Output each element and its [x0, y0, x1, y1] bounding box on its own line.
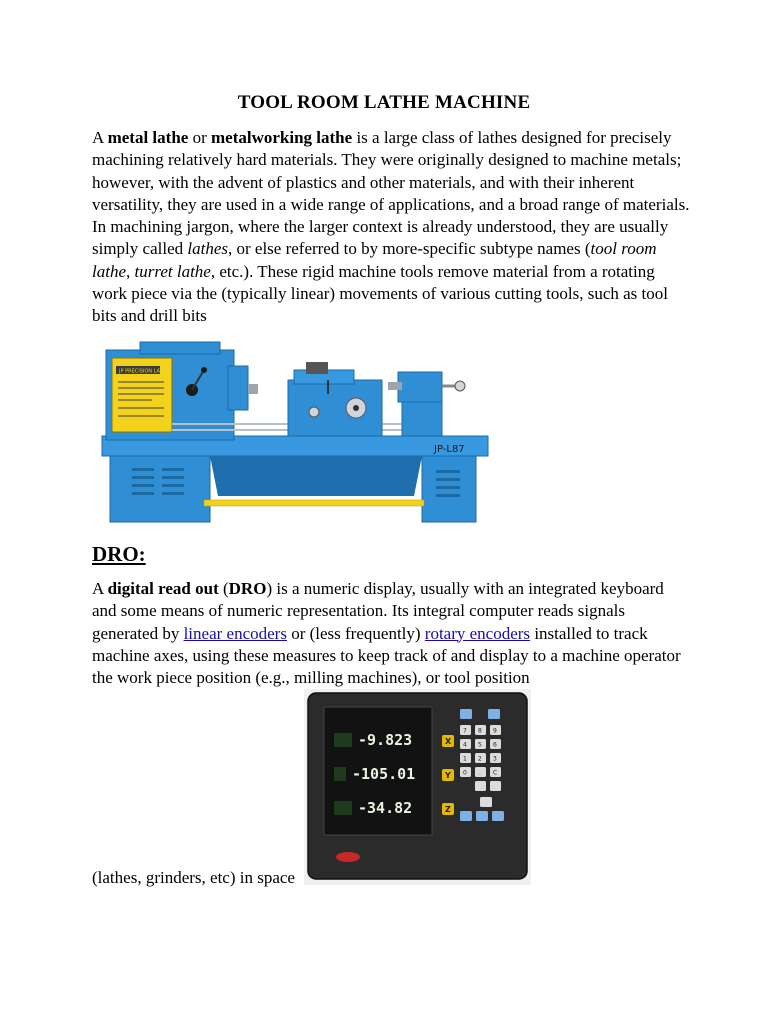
- key-5: 5: [478, 741, 482, 749]
- dro-text-5: installed to track machine axes, using these measures to keep track of and display to a machine operator the work piece position (e.g., milling machines), or tool position: [92, 623, 681, 688]
- key-2: 2: [478, 755, 482, 763]
- key-4: 4: [463, 741, 467, 749]
- key-1: 1: [463, 755, 467, 763]
- x-readout: -9.823: [358, 731, 413, 749]
- lathe-machine-image: [92, 336, 500, 526]
- dro-text-4: or (less frequently): [286, 623, 425, 643]
- dro-text-3: ) is a numeric display, usually with an integrated keyboard and some means of numeric representation. Its integral computer reads signals generated by: [92, 579, 664, 643]
- intro-text-5: ,: [126, 261, 135, 281]
- dro-text-2: (: [218, 579, 229, 598]
- lathe-model-label: JP-L87: [434, 444, 465, 455]
- term-digital-read-out: digital read out: [107, 579, 219, 598]
- z-readout: -34.82: [358, 799, 413, 817]
- key-6: 6: [493, 741, 497, 749]
- key-3: 3: [493, 755, 497, 763]
- y-readout: -105.01: [352, 765, 416, 783]
- axis-z-label: Z: [445, 805, 451, 814]
- dro-text-1: A: [92, 579, 108, 598]
- svg-text:JP PRECISION LATHE: JP PRECISION LATHE: [119, 368, 170, 375]
- key-0: 0: [463, 769, 467, 777]
- key-clear: C: [493, 769, 498, 777]
- dro-tail-text: (lathes, grinders, etc) in space: [92, 868, 295, 887]
- intro-text-1: A: [92, 128, 108, 147]
- axis-x-label: X: [445, 737, 452, 746]
- dro-display-image: [304, 689, 531, 885]
- intro-paragraph: [92, 127, 692, 328]
- intro-text-2: or: [188, 128, 211, 147]
- link-rotary-encoders[interactable]: rotary encoders: [424, 623, 531, 643]
- term-metalworking-lathe: metalworking lathe: [211, 128, 353, 147]
- term-turret-lathe: turret lathe: [134, 261, 211, 281]
- intro-text-6: , etc.). These rigid machine tools remove material from a rotating work piece via the (typically linear) movements of various cutting tools, such as tool bits and drill bits: [92, 261, 668, 326]
- term-dro: DRO: [228, 579, 267, 598]
- term-lathes: lathes: [187, 239, 228, 259]
- intro-text-3: is a large class of lathes designed for precisely machining relatively hard materials. They were originally designed to machine metals; however, with the advent of plastics and other materials, and with their inherent versatility, they are used in a wide range of applications, and a broad range of materials. In machining jargon, where the larger context is already understood, they are usually simply called: [92, 128, 690, 259]
- dro-paragraph: [92, 578, 692, 689]
- key-dot: .: [479, 769, 481, 777]
- key-9: 9: [493, 727, 497, 735]
- link-linear-encoders[interactable]: linear encoders: [183, 623, 287, 643]
- term-metal-lathe: metal lathe: [107, 128, 189, 147]
- dro-heading: DRO:: [92, 542, 146, 566]
- term-tool-room-lathe: tool room lathe: [92, 239, 657, 281]
- intro-text-4: , or else referred to by more-specific subtype names (: [227, 239, 591, 259]
- page-title: TOOL ROOM LATHE MACHINE: [237, 92, 531, 113]
- axis-y-label: Y: [445, 771, 451, 780]
- key-8: 8: [478, 727, 482, 735]
- key-7: 7: [463, 727, 467, 735]
